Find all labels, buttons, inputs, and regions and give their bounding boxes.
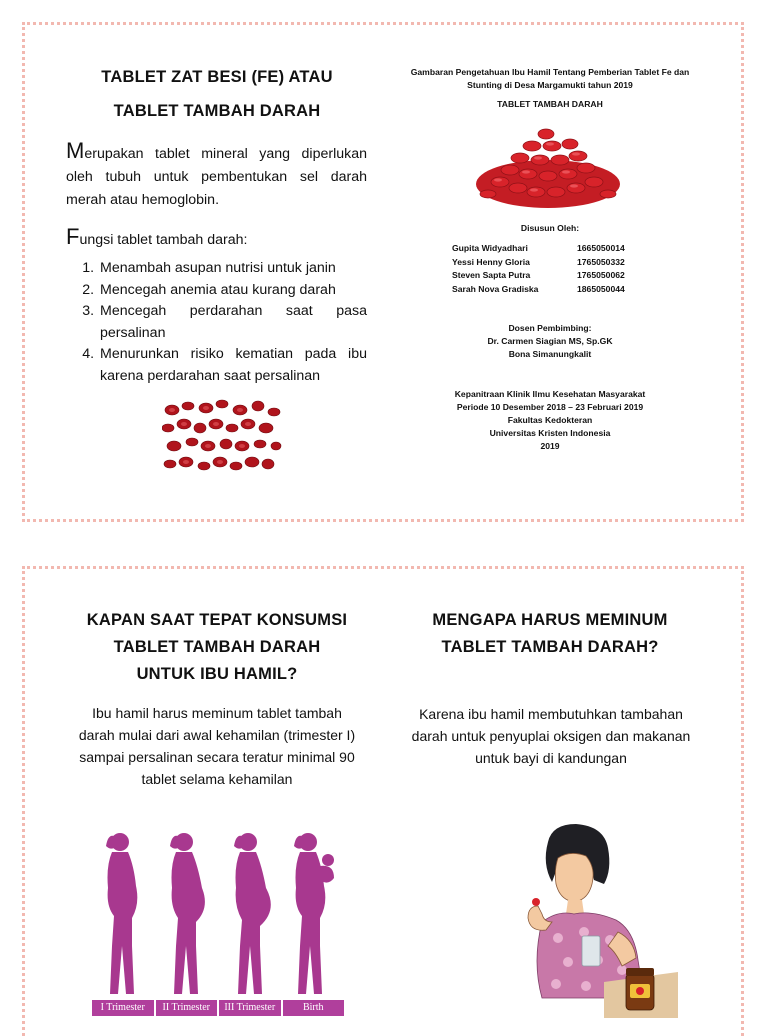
- kapan-title-line-2: TABLET TAMBAH DARAH: [113, 638, 321, 656]
- kapan-title-line-1: KAPAN SAAT TEPAT KONSUMSI: [86, 611, 348, 629]
- member-row: [452, 269, 672, 283]
- dosen-name-2: Bona Simanungkalit: [508, 349, 592, 359]
- title-line-2: TABLET TAMBAH DARAH: [113, 102, 321, 120]
- red-blood-cells-image: [162, 398, 282, 478]
- function-item: 1. Menambah asupan nutrisi untuk janin: [98, 258, 367, 280]
- mengapa-title-line-2: TABLET TAMBAH DARAH?: [441, 638, 659, 656]
- trimester-label: Birth: [283, 1000, 345, 1016]
- member-nim: 1765050332: [577, 256, 625, 267]
- kapan-text-line-1: Ibu hamil harus meminum tablet tambah: [92, 705, 342, 721]
- member-row: [452, 242, 672, 256]
- silhouette-birth: [294, 833, 334, 994]
- member-name: Sarah Nova Gradiska: [452, 283, 539, 294]
- tablet-subtitle: TABLET TAMBAH DARAH: [497, 99, 603, 109]
- kapan-title-line-3: UNTUK IBU HAMIL?: [136, 665, 298, 683]
- mengapa-title-line-1: MENGAPA HARUS MEMINUM: [432, 611, 668, 629]
- member-name: Yessi Henny Gloria: [452, 256, 530, 267]
- function-item: 4. Menurunkan risiko kematian pada ibu karena perdarahan saat persalinan: [98, 344, 367, 387]
- footer-line-1: Kepanitraan Klinik Ilmu Kesehatan Masyarakat: [454, 389, 646, 399]
- member-name: Steven Sapta Putra: [452, 270, 531, 281]
- intro-dropcap: M: [66, 138, 85, 163]
- member-nim: 1665050014: [577, 243, 625, 253]
- member-nim: 1765050062: [577, 270, 625, 281]
- trimester-bar: [92, 1000, 344, 1016]
- trimester-label: III Trimester: [219, 1000, 281, 1016]
- member-row: [452, 283, 672, 297]
- mengapa-text-line-1: Karena ibu hamil membutuhkan tambahan: [419, 706, 683, 722]
- silhouette-trimester-2: [170, 833, 205, 994]
- function-item: 3. Mencegah perdarahan saat pasa persalinan: [98, 301, 367, 344]
- silhouette-trimester-3: [234, 833, 271, 994]
- kapan-text-line-3: sampai persalinan secara teratur minimal 90: [79, 749, 355, 765]
- trimester-label: II Trimester: [156, 1000, 218, 1016]
- fungsi-heading: [66, 226, 367, 252]
- footer-line-2: Periode 10 Desember 2018 – 23 Februari 2019: [456, 402, 644, 412]
- fungsi-text: ungsi tablet tambah darah:: [79, 232, 248, 248]
- title-line-1: TABLET ZAT BESI (FE) ATAU: [101, 68, 333, 86]
- footer-line-4: Universitas Kristen Indonesia: [489, 428, 611, 438]
- members-list: [452, 242, 672, 296]
- kapan-text-line-2: darah mulai dari awal kehamilan (trimester I): [78, 727, 356, 743]
- footer-line-5: 2019: [540, 441, 560, 451]
- woman-taking-tablet-image: [518, 822, 678, 1018]
- member-name: Gupita Widyadhari: [452, 243, 528, 253]
- member-row: [452, 256, 672, 270]
- disusun-label: Disusun Oleh:: [520, 223, 580, 233]
- dosen-name-1: Dr. Carmen Siagian MS, Sp.GK: [487, 336, 613, 346]
- research-title-line-1: Gambaran Pengetahuan Ibu Hamil Tentang Pemberian Tablet Fe dan: [410, 67, 690, 77]
- member-nim: 1865050044: [577, 283, 625, 294]
- functions-list: [64, 258, 367, 387]
- pregnancy-stages-image: [92, 826, 344, 998]
- trimester-label: I Trimester: [92, 1000, 154, 1016]
- intro-text: erupakan tablet mineral yang diperlukan oleh tubuh untuk pembentukan sel darah merah atau hemoglobin.: [66, 146, 367, 208]
- red-tablets-image: [470, 122, 626, 214]
- intro-paragraph: [66, 140, 367, 212]
- mengapa-text-line-3: untuk bayi di kandungan: [475, 750, 627, 766]
- function-item: 2. Mencegah anemia atau kurang darah: [98, 280, 367, 302]
- mengapa-text-line-2: darah untuk penyuplai oksigen dan makanan: [411, 728, 691, 744]
- dosen-label: Dosen Pembimbing:: [508, 323, 592, 333]
- silhouette-trimester-1: [106, 833, 137, 994]
- fungsi-dropcap: F: [66, 224, 80, 249]
- footer-line-3: Fakultas Kedokteran: [507, 415, 593, 425]
- kapan-text-line-4: tablet selama kehamilan: [141, 771, 293, 787]
- research-title-line-2: Stunting di Desa Margamukti tahun 2019: [467, 80, 633, 90]
